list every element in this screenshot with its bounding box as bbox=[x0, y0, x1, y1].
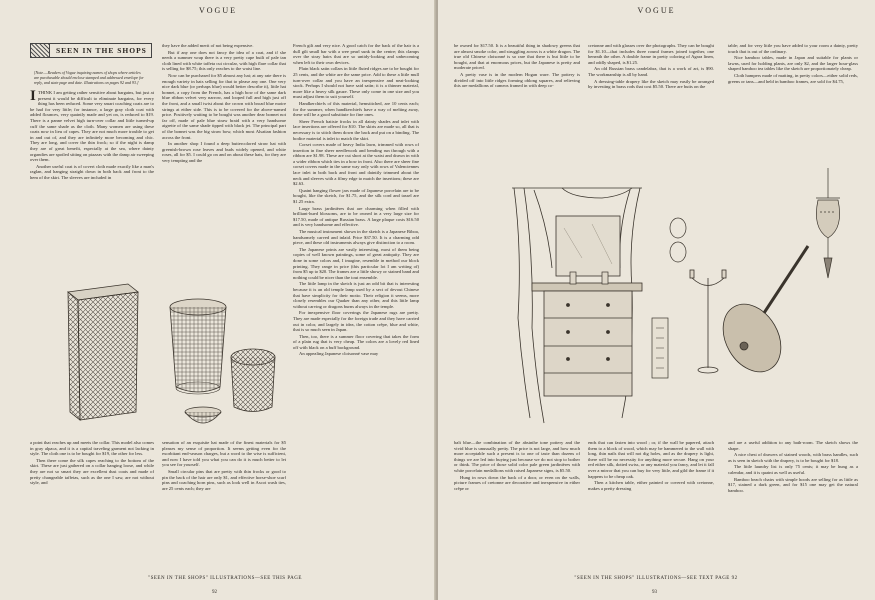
laundry-list-icon bbox=[652, 318, 668, 378]
editor-note: [Note.—Readers of Vogue inquiring names of shops where articles are purchasable should enclose stamped and addressed envelope for reply, and state page and date. Illustrations on pages 92 and 93.] bbox=[34, 70, 144, 85]
paragraph: The Japanese prints are vastly interesting, most of them being copies of well known paintings, some of great antiquity. They are done in some colors and, I imagine, resemble in method our block printing. They range in price (this particular lot I am writing of) from $5 up to $20. The frames are a little showy or stained band and nothing could be nicer than the tout ensemble. bbox=[293, 246, 419, 280]
paragraph: A dressing-table drapery like the sketch may easily be arranged by investing in brass rods that cost $5.50. There are butts on the bbox=[588, 78, 714, 90]
paragraph: Cloth hampers made of matting, in pretty colors—either solid reds, greens or tans—and held in bamboo frames, are sold for $4.75, bbox=[728, 72, 858, 84]
running-head-right: VOGUE bbox=[637, 6, 676, 15]
tall-hamper-icon bbox=[68, 284, 138, 420]
picture-frame-icon bbox=[670, 218, 686, 262]
paragraph: sensation of an exquisite hat made of the finest materials for $5 pleases my sense of proportion. It seems getting even for the exorbitant end-season charges, but a word to the wise is sufficient, and now I have told you what you can do it is much better to let you see for yourself. bbox=[162, 440, 286, 468]
paragraph: Nice bamboo tables, made in Japan and suitable for plants or lawns, used for holding plants, are only $2, and the larger hour-glass shaped bamboo tea tables like the sketch are proportionately cheap. bbox=[728, 55, 858, 72]
section-header bbox=[30, 43, 152, 58]
paragraph: Another useful coat is of covert cloth made exactly like a man's raglan, and hanging straight down in both back and front to the hem of the skirt. The sleeves are included in bbox=[30, 163, 154, 180]
paragraph: A pretty vase is in the modern Hogan ware. The pottery is divided off into little ridges forming oblong squares, and relieving this are medallions of cameos framed in with deep co- bbox=[454, 71, 580, 89]
round-hamper-icon bbox=[170, 299, 226, 394]
paragraph: and are a useful addition to any bath-room. The sketch shows the shape. bbox=[728, 440, 858, 451]
paragraph: ends that can fasten into wood ; or, if the wall be papered, attach them to a block of wood, which may be hammered to the wall with long, thin nails that will not dig holes, and as the drapery is light, there will be no necessity for anything more secure. Hang on your red either silk, dotted swiss, or any material you fancy, and let it fall over a mirror that you can buy for very little, and gild the frame if it happens to be cheap oak. bbox=[588, 440, 714, 479]
hamper-illustration bbox=[28, 262, 288, 437]
bowl-basket-icon bbox=[185, 407, 221, 423]
paragraph: The musical instrument shown in the sketch is a Japanese Biboa, handsomely carved and inlaid. Price $37.50. It is a charming odd piece, and these old instruments always give distinction to a room. bbox=[293, 229, 419, 246]
right-col2-bottom bbox=[588, 440, 714, 568]
right-col2-top bbox=[588, 43, 714, 165]
ornament-icon bbox=[31, 44, 50, 57]
left-col1-bottom bbox=[30, 440, 154, 568]
paragraph: Now can be purchased for $5 almost any hat; at any rate there is enough variety in hats selling for that to please any one. One very nice dark blue (or perhaps blue) would better describe it), little hat bonnet, a copy from the French, has a high bow of the same dark blue ribbon velvet very narrow, and looped full and high just off the front, and a small twist about the crown with broad blue moire strings at either side. This is to be covered for the above-named price. Positively waiting to be bought was another dear bonnet not far off, made of pale blue straw braid with a very handsome aigrette of the same shade tipped with black jet. The principal part of the bonnet was the big straw bow, which most Alsatian fashion across the front. bbox=[162, 72, 286, 140]
paragraph: French gilt and very nice. A good catch for the back of the hair is a dull gilt small bar with a wee pearl sunk in the centre; this clamps over the stray hairs that are so untidy-looking and unbecoming when left to their own devices. bbox=[293, 43, 419, 65]
left-col3 bbox=[293, 43, 419, 571]
page-number-right: 93 bbox=[652, 590, 657, 595]
right-col1-top bbox=[454, 43, 580, 165]
paragraph: a point that reaches up and meets the collar. This model also comes in gray alpaca, and it is a capital traveling garment not lacking in style. The cloth one is to be bought for $19, the other for less. bbox=[30, 440, 154, 457]
left-col1-top bbox=[30, 90, 154, 250]
chest-of-drawers-icon bbox=[532, 283, 642, 396]
left-col2-top bbox=[162, 43, 286, 250]
paragraph: be owned for $17.50. It is a beautiful thing in shadowy greens that are almost smoke color, and struggling across is a white dragon. The true old Chinese cloisonné is so rare that there is but little to be bought, and that at enormous prices, but the Japanese is pretty and moderate priced. bbox=[454, 43, 580, 71]
paragraph: But if any one does not fancy the idea of a coat, and if she needs a summer wrap there is a very pretty cape built of pale tan cloth lined with white taffeta cut circular, with high flare collar that is selling for $8.75; this only reaches to the waist line. bbox=[162, 49, 286, 72]
paragraph: Plain black satin collars in little fluted ridges are to be bought for 25 cents, and the white are the same price. Add to these a little mull turn-over collar and you have an inexpensive and neat-looking stock. Perhaps I should not have said satin; it is a thinner material, more like a heavy silk gauze. These only come in one size and you must adjust them to suit yourself. bbox=[293, 66, 419, 100]
right-page bbox=[438, 0, 875, 600]
paragraph: An old Russian brass candelabra, that is a work of art, is $90. The workmanship is all by hand. bbox=[588, 66, 714, 77]
candelabra-icon bbox=[690, 270, 726, 373]
paragraph: Sheer French batiste frocks in all dainty shades and inlet with lace insertions are offered for $10. The skirts are made so, all that is necessary is to stitch them down the back and put on a binding. The bodice material is inlet to match the skirt. bbox=[293, 118, 419, 141]
paragraph: cretonne and with glasses over the photographs. They can be bought for $1.10—that includes three round frames joined together, one beneath the other. A double frame in pretty coloring of Agara linen, and oddly shaped, is $1.25. bbox=[588, 43, 714, 65]
paragraph: Small circular pins that are pretty with thin frocks or good to pin the back of the hair are only $1, and effective horse-shoe scarf pins and coaching horn pins, such as look well in Ascot wash ties, are 25 cents each; they are bbox=[162, 468, 286, 491]
paragraph: Then there come the silk capes reaching to the bottom of the skirt. These are just gathered on a collar hanging loose, and while they are not so smart they are excellent dust coats and made of pretty changeable taffetas, such as the one I saw, are not without style, and bbox=[30, 457, 154, 486]
dropcap: I bbox=[30, 90, 36, 104]
left-caption: "SEEN IN THE SHOPS" ILLUSTRATIONS—SEE THIS PAGE bbox=[148, 576, 302, 581]
paragraph: THINK I am getting rather sensitive about bargains, but just at present it would be difficult to eliminate bargains, for every thing has been reduced. Some very smart coaching coats are to be had for very little; for instance, a large gray cloth coat with added flounces, very quaintly made and yet on, is reduced to $19. There is a panne velvet high turn-over collar and little turned-up cuff the same shade as the cloth. Many women are using these coats now in lieu of capes. They are not much more trouble to get in and out of, and they are infinitely more becoming and chic. They are long, and cover the thin frock; so if the night is damp they are of great benefit, especially at the sea, where dainty organdies are spoiled sitting on piazzas with the damp air sweeping over them. bbox=[30, 90, 154, 163]
paragraph: Handkerchiefs of this material, hemstitched, are 10 cents each; for the summer, when handkerchiefs have a way of melting away, these will be a good substitute for fine ones. bbox=[293, 100, 419, 118]
running-head-left: VOGUE bbox=[199, 6, 237, 15]
paragraph: The little lamp in the sketch is just an odd bit that is interesting because it is an old temple lamp used by a sect of devout Chinese that have simplicity for their motto. Their religion it seems, more closely resembles our Quaker than any other, and this little lamp without carving or dragons burns always in the temple. bbox=[293, 281, 419, 309]
right-col3-bottom bbox=[728, 440, 858, 568]
paragraph: Hung in rows down the back of a door, or even on the walls, picture frames of cretonne are decorative and inexpensive in either crêpe or bbox=[454, 474, 580, 491]
paragraph: A nice chest of drawers of stained woods, with brass handles, such as is seen in sketch with the drapery, is to be bought for $18. bbox=[728, 452, 858, 463]
lidded-basket-icon bbox=[231, 349, 275, 412]
paragraph: Corset covers made of heavy India lawn, trimmed with rows of insertion in fine sheer needlework and bending run through with a ribbon are $1.98. These are cut short at the waist and drawn in with a wider ribbon which ties in a bow in front. Also there are sheer fine corset covers made in the same way only with rows of Valenciennes lace inlet in both back and front and daintily trimmed about the neck and sleeves with a filmy edge to match the insertions; these are $2.63. bbox=[293, 142, 419, 187]
mirror-icon bbox=[556, 216, 620, 276]
page-number-left: 92 bbox=[212, 590, 217, 595]
left-page bbox=[0, 0, 436, 600]
paragraph: Then, too, there is a summer floor covering that takes the form of a plain rug that is very cheap. The colors are a lovely red lined off with black on a buff background. bbox=[293, 333, 419, 350]
biwa-lute-icon bbox=[711, 246, 808, 382]
dressing-table-illustration bbox=[452, 168, 862, 438]
paragraph: Bamboo beach chairs with simple hoods are selling for as little as $17, stained a dark green, and for $15 one may get the natural bamboo. bbox=[728, 476, 858, 493]
paragraph: Large brass jardinières that are charming when filled with brilliant-hued blossoms, are to be owned in a very large size for $17.50, made of antique Russian brass. A large plaque costs $16.50 and is very handsome and effective. bbox=[293, 205, 419, 228]
right-col3-top bbox=[728, 43, 858, 165]
paragraph: For inexpensive floor coverings the Japanese rugs are pretty. They are made especially for the foreign trade and they have carried out in color, and largely in idea, the cotton crêpe, blue and white, that is so much seen in Japan. bbox=[293, 310, 419, 333]
paragraph: balt blue—the combination of the absinthe tone pottery and the vivid blue is unusually pretty. The price is not large, and how much more acceptable such a present is to one of taste than dozens of things we are led into buying just because we do not stop to bother or think. The price of those solid color pale green jardinières with white porcelain medallions with raised Japanese signs, is $5.50. bbox=[454, 440, 580, 473]
paragraph: Quaint hanging flower jars made of Japanese porcelain are to be bought, like the sketch, for $1.75, and the silk cord and tassel are $1.25 extra. bbox=[293, 187, 419, 205]
paragraph: An appealing Japanese cloisonné vase may bbox=[299, 351, 379, 357]
right-caption: "SEEN IN THE SHOPS" ILLUSTRATIONS—SEE TEXT PAGE 92 bbox=[574, 576, 738, 581]
paragraph: they have the added merit of not being expensive. bbox=[162, 43, 254, 48]
hanging-jar-icon bbox=[816, 168, 840, 278]
paragraph: In another shop I found a deep buttercolored straw hat with greenish-brown rose leaves and buds widely opened, and white roses, all for $5. I could go on and on about these hats, for they are very tempting and the bbox=[162, 141, 286, 163]
section-title: SEEN IN THE SHOPS bbox=[56, 46, 147, 55]
paragraph: The little laundry list is only 75 cents; it may be hung as a calendar, and it is quaint as well as useful. bbox=[728, 464, 858, 475]
right-col1-bottom bbox=[454, 440, 580, 568]
paragraph: table; and for very little you have added to your room a dainty, pretty touch that is out of the ordinary. bbox=[728, 43, 858, 54]
left-col2-bottom bbox=[162, 440, 286, 568]
paragraph: Then a kitchen table, either painted or covered with cretonne, makes a pretty dressing bbox=[588, 480, 714, 491]
